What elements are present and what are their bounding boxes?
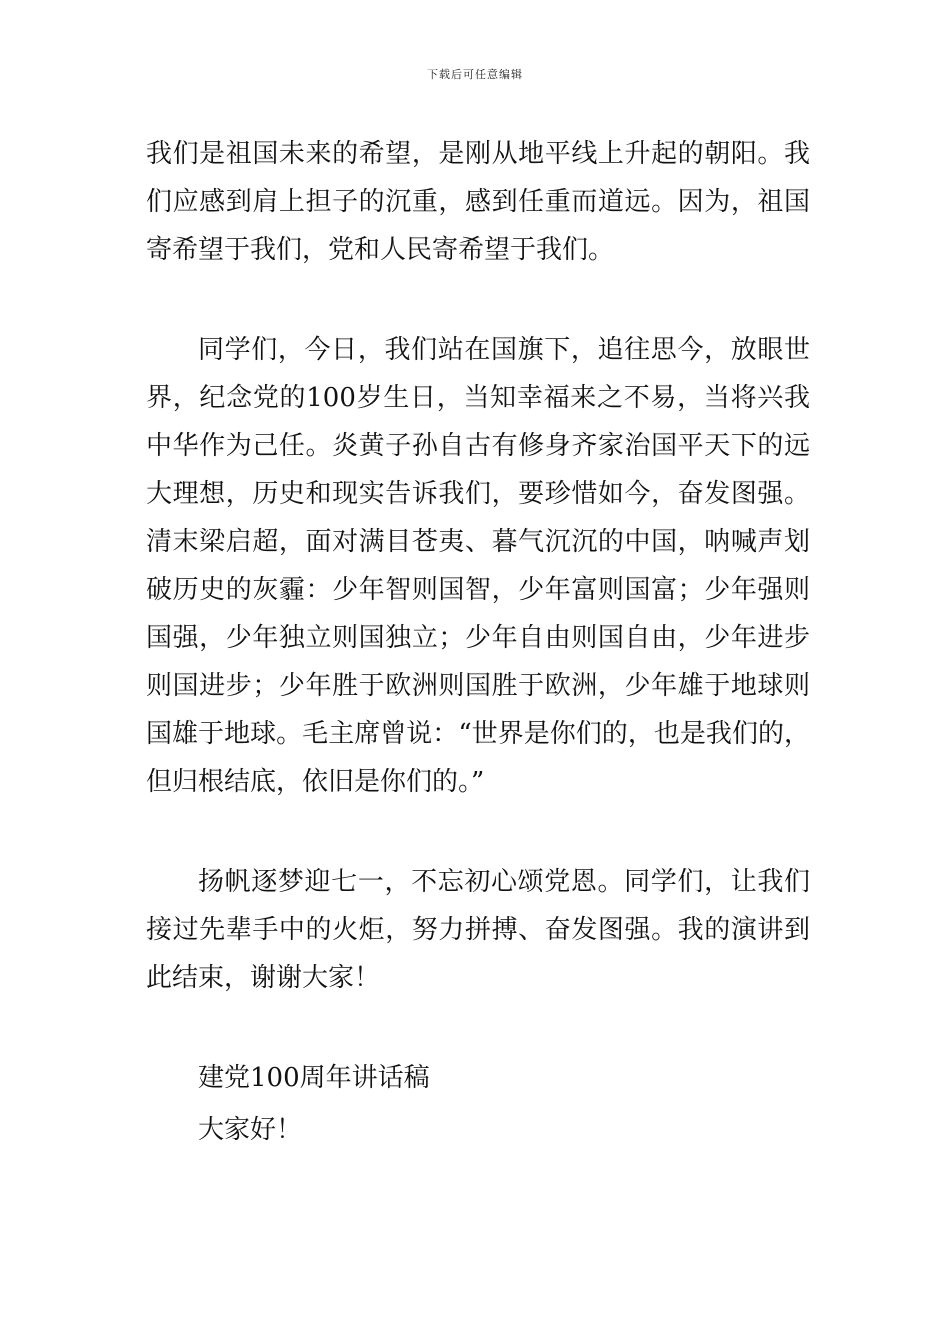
paragraph-1: 我们是祖国未来的希望，是刚从地平线上升起的朝阳。我们应感到肩上担子的沉重，感到任重而道远。因为，祖国寄希望于我们，党和人民寄希望于我们。 [146,139,810,265]
document-body [146,130,810,1154]
header-note: 下载后可任意编辑 [427,68,523,81]
paragraph-3: 扬帆逐梦迎七一，不忘初心颂党恩。同学们，让我们接过先辈手中的火炬，努力拼搏、奋发图强。我的演讲到此结束，谢谢大家！ [146,867,810,993]
paragraph-2: 同学们，今日，我们站在国旗下，追往思今，放眼世界，纪念党的100岁生日，当知幸福来之不易，当将兴我中华作为己任。炎黄子孙自古有修身齐家治国平天下的远大理想，历史和现实告诉我们，要珍惜如今，奋发图强。清末梁启超，面对满目苍夷、暮气沉沉的中国，呐喊声划破历史的灰霾：少年智则国智，少年富则国富；少年强则国强，少年独立则国独立；少年自由则国自由，少年进步则国进步；少年胜于欧洲则国胜于欧洲，少年雄于地球则国雄于地球。毛主席曾说：“世界是你们的，也是我们的，但归根结底，依旧是你们的。” [146,335,810,797]
speech-title: 建党100周年讲话稿 [198,1063,430,1093]
greeting: 大家好！ [198,1115,303,1145]
